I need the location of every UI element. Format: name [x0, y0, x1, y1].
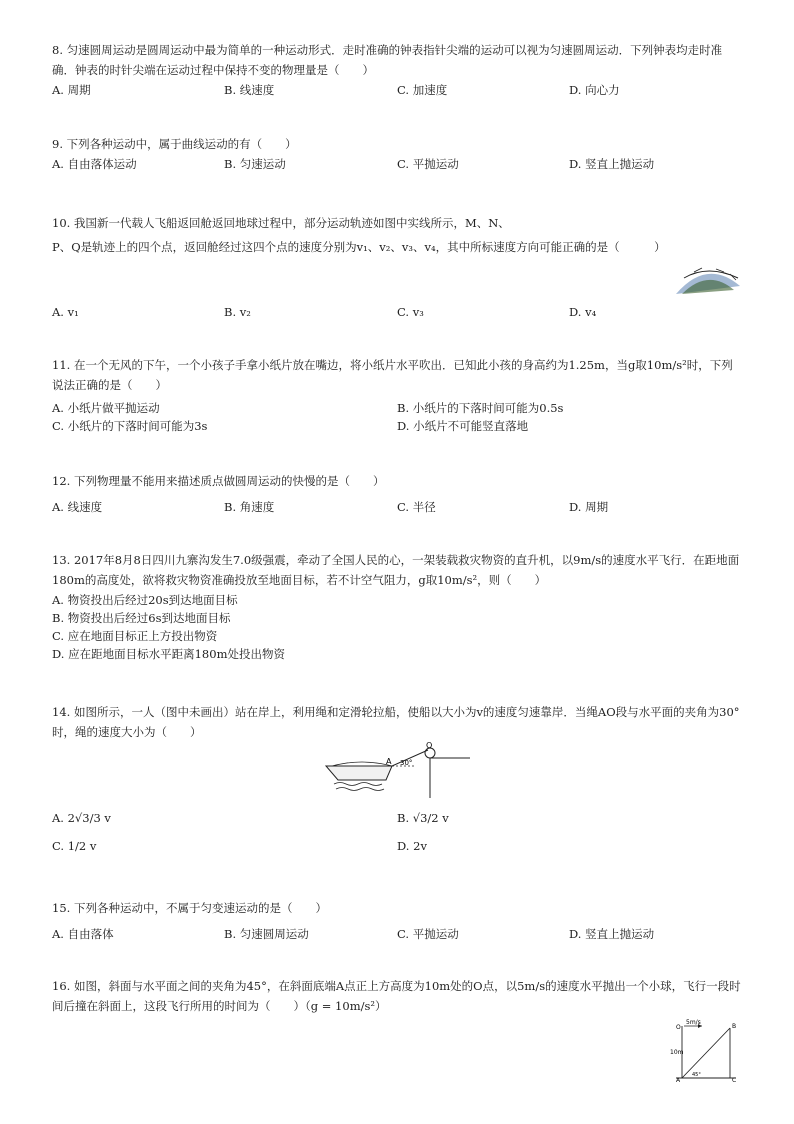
- option-d[interactable]: D. v₄: [569, 305, 597, 319]
- question-8: [52, 40, 742, 100]
- question-16-stem: 16. 如图，斜面与水平面之间的夹角为45°，在斜面底端A点正上方高度为10m处的O点，以5m/s的速度水平抛出一个小球，飞行一段时间后撞在斜面上，这段飞行所用的时间为（ ）（g = 10m/s²）: [52, 979, 741, 1013]
- question-8-stem: 8. 匀速圆周运动是圆周运动中最为简单的一种运动形式．走时准确的钟表指针尖端的运动可以视为匀速圆周运动．下列钟表均走时准确．钟表的时针尖端在运动过程中保持不变的物理量是（ ）: [52, 43, 723, 77]
- option-c[interactable]: C. 应在地面目标正上方投出物资: [52, 629, 218, 643]
- option-a[interactable]: A. 小纸片做平抛运动: [52, 401, 160, 415]
- boat-hull: [326, 766, 392, 780]
- option-a[interactable]: A. 线速度: [52, 500, 103, 514]
- option-c[interactable]: C. 平抛运动: [397, 927, 459, 941]
- label-c: C: [732, 1077, 737, 1084]
- question-9-options: [52, 154, 742, 174]
- incline-line: [682, 1028, 730, 1078]
- question-9: [52, 134, 742, 174]
- option-b[interactable]: B. 线速度: [224, 83, 275, 97]
- boat-deck: [332, 762, 392, 766]
- option-d[interactable]: D. 竖直上抛运动: [569, 157, 655, 171]
- question-12: [52, 471, 742, 517]
- option-a[interactable]: A. 自由落体运动: [52, 157, 137, 171]
- label-o: O: [676, 1024, 681, 1031]
- question-11-stem: 11. 在一个无风的下午，一个小孩子手拿小纸片放在嘴边，将小纸片水平吹出．已知此小孩的身高约为1.25m，当g取10m/s²时，下列说法正确的是（ ）: [52, 358, 733, 392]
- option-c[interactable]: C. 半径: [397, 500, 436, 514]
- option-c[interactable]: C. 加速度: [397, 83, 448, 97]
- option-b[interactable]: B. 角速度: [224, 500, 275, 514]
- question-14-stem: 14. 如图所示，一人（图中未画出）站在岸上，利用绳和定滑轮拉船，使船以大小为v的速度匀速靠岸．当绳AO段与水平面的夹角为30°时，绳的速度大小为（ ）: [52, 705, 740, 739]
- option-d[interactable]: D. 周期: [569, 500, 609, 514]
- question-14: [52, 702, 742, 742]
- question-15: [52, 898, 742, 944]
- option-c[interactable]: C. v₃: [397, 305, 424, 319]
- option-c[interactable]: C. 平抛运动: [397, 157, 459, 171]
- option-a[interactable]: A. 自由落体: [52, 927, 114, 941]
- question-10-options: [52, 302, 742, 322]
- label-o: O: [426, 742, 433, 750]
- question-9-stem: 9. 下列各种运动中，属于曲线运动的有（ ）: [52, 137, 297, 151]
- option-b[interactable]: [397, 808, 449, 828]
- option-d[interactable]: [397, 836, 427, 856]
- water-waves: [334, 783, 382, 786]
- question-8-options: [52, 80, 742, 100]
- option-d-text: D. 2v: [397, 839, 427, 853]
- option-a[interactable]: A. 物资投出后经过20s到达地面目标: [52, 593, 238, 607]
- question-12-stem: 12. 下列物理量不能用来描述质点做圆周运动的快慢的是（ ）: [52, 474, 385, 488]
- option-c-text: C. 1/2 v: [52, 839, 97, 853]
- question-13-stem: 13. 2017年8月8日四川九寨沟发生7.0级强震，牵动了全国人民的心，一架装载救灾物资的直升机，以9m/s的速度水平飞行．在距地面180m的高度处，欲将救灾物资准确投放至地面目标，若不计空气阻力，g取10m/s²，则（ ）: [52, 553, 740, 587]
- option-b-text: B. √3/2 v: [397, 811, 449, 825]
- option-d[interactable]: D. 小纸片不可能竖直落地: [397, 419, 529, 433]
- option-b[interactable]: B. 匀速圆周运动: [224, 927, 309, 941]
- option-b[interactable]: B. 匀速运动: [224, 157, 286, 171]
- option-a[interactable]: A. 周期: [52, 83, 91, 97]
- option-b[interactable]: B. 物资投出后经过6s到达地面目标: [52, 611, 231, 625]
- option-d[interactable]: D. 应在距地面目标水平距离180m处投出物资: [52, 647, 285, 661]
- option-a[interactable]: A. v₁: [52, 305, 79, 319]
- label-a: A: [676, 1077, 681, 1084]
- label-height: 10m: [670, 1049, 684, 1056]
- question-10: [52, 213, 742, 257]
- question-12-options: [52, 497, 742, 517]
- question-10-stem-line1: 10. 我国新一代载人飞船返回舱返回地球过程中，部分运动轨迹如图中实线所示，M、N、: [52, 216, 510, 230]
- question-11-options-row1: [52, 398, 742, 416]
- boat-pulley-figure: [322, 742, 474, 800]
- option-c[interactable]: C. 小纸片的下落时间可能为3s: [52, 419, 208, 433]
- question-15-options: [52, 924, 742, 944]
- option-c[interactable]: [52, 836, 96, 856]
- question-14-options: [52, 808, 742, 858]
- option-a-text: A. 2√3/3 v: [52, 811, 111, 825]
- option-a[interactable]: [52, 808, 111, 828]
- incline-figure: [670, 1018, 742, 1084]
- label-angle: 30°: [400, 759, 413, 767]
- water-waves: [336, 788, 384, 791]
- reentry-trajectory-figure: [672, 264, 742, 298]
- option-d[interactable]: D. 向心力: [569, 83, 620, 97]
- question-11-options-row2: [52, 416, 742, 434]
- option-d[interactable]: D. 竖直上抛运动: [569, 927, 655, 941]
- label-velocity: 5m/s: [686, 1019, 701, 1026]
- option-b[interactable]: B. v₂: [224, 305, 251, 319]
- option-b[interactable]: B. 小纸片的下落时间可能为0.5s: [397, 401, 564, 415]
- question-15-stem: 15. 下列各种运动中，不属于匀变速运动的是（ ）: [52, 901, 327, 915]
- question-11: [52, 355, 742, 434]
- question-10-stem-line2: P、Q是轨迹上的四个点，返回舱经过这四个点的速度分别为v₁、v₂、v₃、v₄，其中所标速度方向可能正确的是（ ）: [52, 240, 666, 254]
- label-angle: 45°: [692, 1072, 701, 1078]
- question-16: [52, 976, 742, 1016]
- label-a: A: [386, 757, 392, 766]
- question-13: [52, 550, 742, 662]
- label-b: B: [732, 1023, 737, 1030]
